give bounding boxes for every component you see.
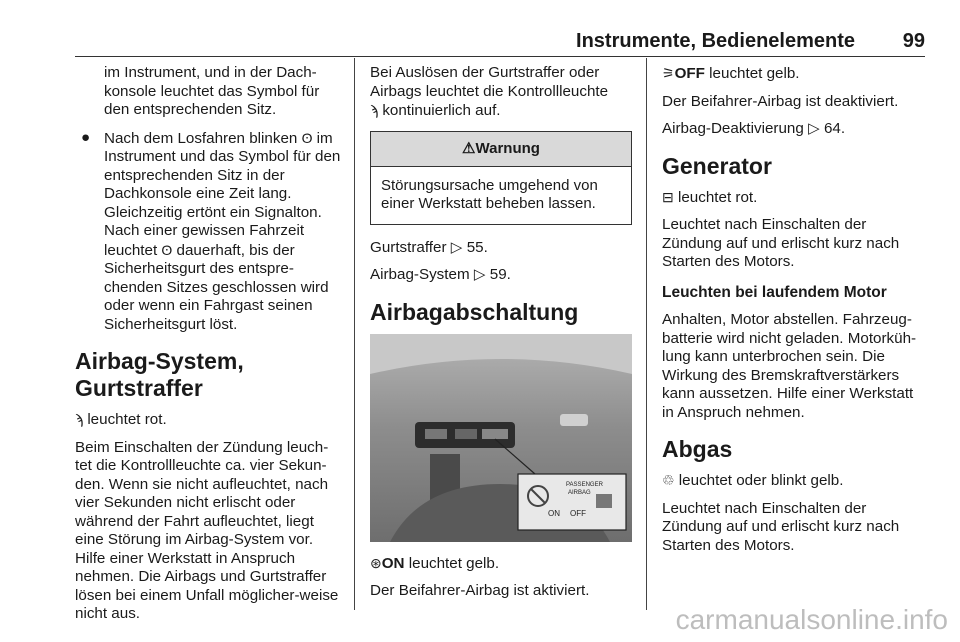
bullet-item [75, 129, 341, 335]
console-illustration [370, 334, 632, 542]
generator-body: Leuchtet nach Einschalten der Zündung auf und erlischt kurz nach Starten des Motors. [662, 216, 900, 270]
on-text: leuchtet gelb. [408, 554, 500, 572]
subheading-running-engine: Leuchten bei laufendem Motor [662, 283, 887, 301]
warning-header [371, 132, 631, 167]
ref-page: 55. [466, 238, 488, 256]
ref-arrow-icon: ▷ [808, 120, 820, 137]
ref-label: Gurtstraffer [370, 238, 447, 256]
header-title: Instrumente, Bedienelemente [576, 30, 855, 52]
on-label: ON [381, 554, 405, 572]
section-heading-generator: Generator [662, 152, 772, 179]
airbag-on-desc: Der Beifahrer-Airbag ist aktiviert. [370, 582, 590, 599]
header-rule [75, 56, 925, 57]
ref-label: Airbag-Deaktivierung [662, 120, 804, 137]
bullet-text-a: Nach dem Losfahren blinken [104, 129, 302, 147]
ref-page: 64. [823, 120, 846, 137]
photo-label-passenger: PASSENGER [566, 481, 603, 488]
generator-lamp-line [662, 188, 927, 208]
section-heading-abgas: Abgas [662, 436, 733, 462]
section-heading-airbag: Airbag-System, Gurtstraffer [75, 348, 244, 401]
off-text: leuchtet gelb. [709, 65, 800, 82]
airbag-body: Beim Einschalten der Zündung leuch-tet die Kontrollleuchte ca. vier Sekun-den. Wenn sie nicht aufleuchtet, nach vier Sekunden nicht erlischt oder während der Fahrt aufleuchtet, liegt eine Störung im Airbag-System vor. Hilfe einer Werkstatt in Anspruch nehmen. Die Airbags und Gurtstraffer lösen bei einem Unfall möglicher-weise nicht aus. [75, 438, 339, 622]
abgas-lamp-line [662, 471, 927, 491]
seatbelt-icon: ʘ [301, 129, 313, 146]
warning-box [370, 131, 632, 225]
photo-label-on: ON [548, 508, 560, 518]
page-header [75, 26, 925, 52]
airbag-on-icon: ⊛ [370, 554, 382, 571]
generator-lamp-text: leuchtet rot. [677, 188, 758, 206]
column-left [75, 64, 341, 633]
intro-text-a: Bei Auslösen der Gurtstraffer oder Airbags leuchtet die Kontrollleuchte [370, 64, 609, 100]
airbag-off-desc: Der Beifahrer-Airbag ist deaktiviert. [662, 92, 899, 110]
column-middle [370, 64, 632, 610]
ref-label: Airbag-System [370, 266, 470, 283]
photo-label-airbag: AIRBAG [568, 489, 591, 496]
running-engine-body: Anhalten, Motor abstellen. Fahrzeug-batterie wird nicht geladen. Motorküh-lung kann unterbrochen sein. Die Wirkung des Bremskraftverstärkers kann aussetzen. Hilfe einer Werkstatt in Anspruch nehmen. [662, 311, 917, 421]
ref-gurtstraffer[interactable] [370, 239, 632, 258]
off-label: OFF [674, 65, 705, 82]
airbag-on-line [370, 554, 632, 574]
ref-arrow-icon: ▷ [450, 238, 463, 256]
abgas-body: Leuchtet nach Einschalten der Zündung auf und erlischt kurz nach Starten des Motors. [662, 499, 900, 554]
ref-page: 59. [489, 266, 511, 283]
battery-icon: ⊟ [662, 188, 674, 205]
intro-paragraph [370, 64, 632, 121]
overhead-console-photo [370, 334, 632, 542]
bullet-dot: ● [81, 128, 91, 146]
photo-label-off: OFF [570, 508, 586, 518]
column-divider-1 [354, 58, 355, 610]
ref-arrow-icon: ▷ [473, 266, 486, 283]
watermark: carmanualsonline.info [675, 604, 948, 635]
airbag-icon: ϡ [75, 411, 84, 427]
airbag-icon: ϡ [370, 102, 379, 118]
intro-text-b: kontinuierlich auf. [382, 102, 501, 119]
ref-airbag-system[interactable] [370, 266, 632, 285]
warning-text: Störungsursache umgehend von einer Werkstatt beheben lassen. [381, 176, 598, 212]
ref-airbag-deaktivierung[interactable] [662, 120, 927, 139]
page-number: 99 [902, 30, 925, 52]
warning-icon: ⚠ [462, 139, 476, 157]
warning-title: Warnung [475, 139, 540, 157]
airbag-lamp-text: leuchtet rot. [87, 411, 167, 428]
continued-text: im Instrument, und in der Dach-konsole leuchtet das Symbol für den entsprechenden Sitz. [104, 64, 320, 118]
airbag-off-line [662, 64, 927, 84]
airbag-off-icon: ⚞ [662, 65, 675, 81]
airbag-lamp-line [75, 410, 341, 430]
bullet-text-b: im Instrument und das Symbol für den entsprechenden Sitz in der Dachkonsole eine Zeit lang. Gleichzeitig ertönt ein Signalton. Nach einer gewissen Fahrzeit leuchtet [104, 129, 341, 259]
column-right [662, 64, 927, 564]
engine-icon: ♲ [662, 472, 675, 488]
abgas-lamp-text: leuchtet oder blinkt gelb. [678, 472, 844, 489]
seatbelt-icon: ʘ [161, 241, 173, 258]
column-divider-2 [646, 58, 647, 610]
bullet-text-c: dauerhaft, bis der Sicherheitsgurt des entspre-chenden Sitzes geschlossen wird oder wenn ein Fahrgast seinen Sicherheitsgurt löst. [104, 241, 329, 333]
section-heading-airbagabschaltung: Airbagabschaltung [370, 298, 579, 325]
